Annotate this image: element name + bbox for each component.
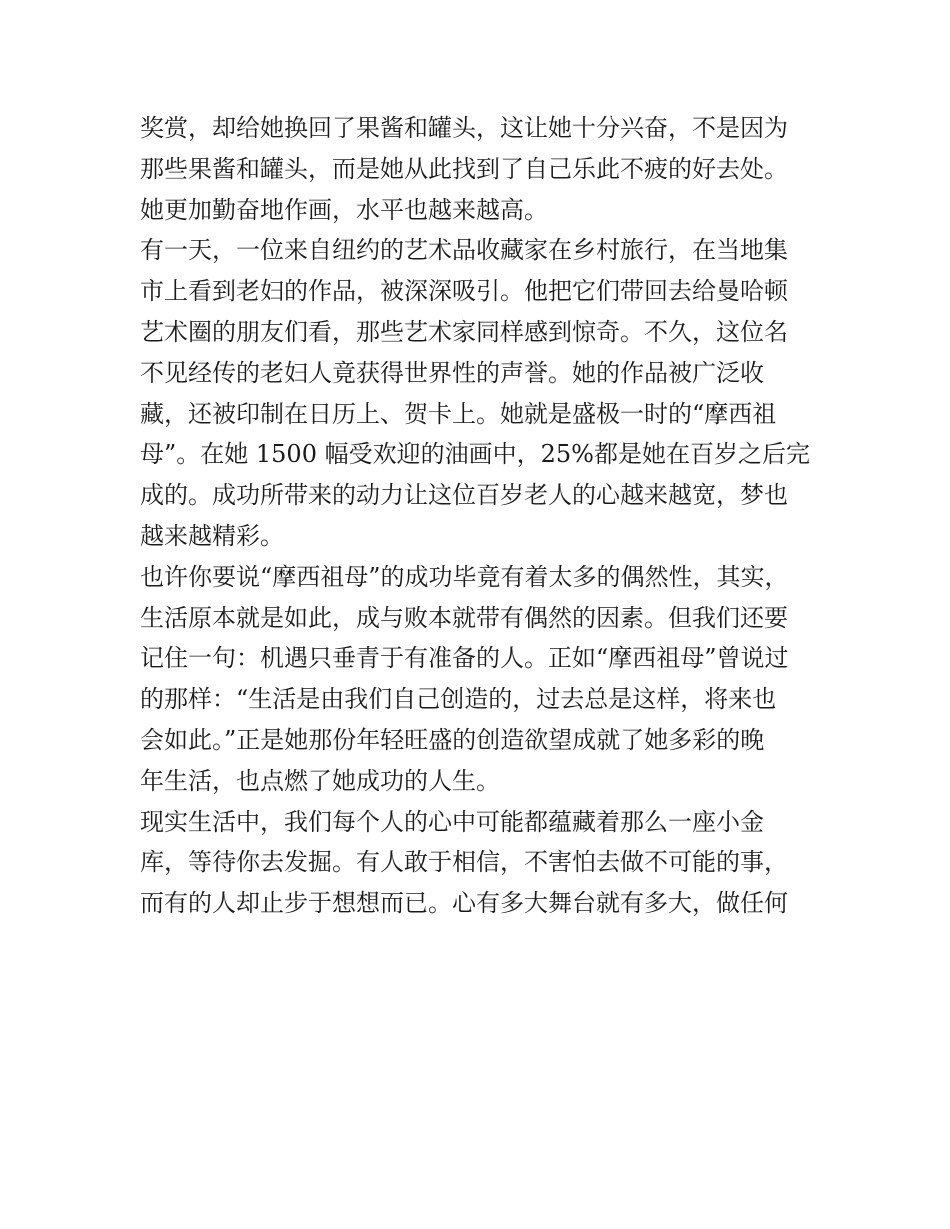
text-line: 的那样：“生活是由我们自己创造的，过去总是这样，将来也 bbox=[140, 685, 777, 714]
text-line: 艺术圈的朋友们看，那些艺术家同样感到惊奇。不久，这位名 bbox=[140, 317, 788, 346]
text-line: 现实生活中，我们每个人的心中可能都蕴藏着那么一座小金 bbox=[140, 807, 764, 836]
text-line: 而有的人却止步于想想而已。心有多大舞台就有多大，做任何 bbox=[140, 889, 788, 918]
paragraph-3 bbox=[140, 557, 830, 802]
text-line: 藏，还被印制在日历上、贺卡上。她就是盛极一时的“摩西祖 bbox=[140, 399, 777, 428]
text-line: 母”。在她 1500 幅受欢迎的油画中，25%都是她在百岁之后完 bbox=[140, 440, 810, 469]
text-line: 库，等待你去发掘。有人敢于相信，不害怕去做不可能的事， bbox=[140, 848, 788, 877]
text-line: 年生活，也点燃了她成功的人生。 bbox=[140, 766, 500, 795]
text-line: 也许你要说“摩西祖母”的成功毕竟有着太多的偶然性，其实， bbox=[140, 562, 789, 591]
text-line: 生活原本就是如此，成与败本就带有偶然的因素。但我们还要 bbox=[140, 603, 788, 632]
paragraph-4 bbox=[140, 802, 830, 924]
text-line: 不见经传的老妇人竟获得世界性的声誉。她的作品被广泛收 bbox=[140, 358, 764, 387]
text-line: 记住一句：机遇只垂青于有准备的人。正如“摩西祖母”曾说过 bbox=[140, 644, 789, 673]
text-line: 成的。成功所带来的动力让这位百岁老人的心越来越宽，梦也 bbox=[140, 481, 788, 510]
text-line: 会如此。”正是她那份年轻旺盛的创造欲望成就了她多彩的晚 bbox=[140, 725, 765, 754]
article-body bbox=[140, 108, 830, 924]
paragraph-1 bbox=[140, 108, 830, 230]
text-line: 市上看到老妇的作品，被深深吸引。他把它们带回去给曼哈顿 bbox=[140, 277, 788, 306]
paragraph-2 bbox=[140, 230, 830, 556]
text-line: 奖赏，却给她换回了果酱和罐头，这让她十分兴奋，不是因为 bbox=[140, 114, 788, 142]
text-line: 她更加勤奋地作画，水平也越来越高。 bbox=[140, 195, 548, 224]
text-line: 那些果酱和罐头，而是她从此找到了自己乐此不疲的好去处。 bbox=[140, 154, 788, 183]
text-line: 越来越精彩。 bbox=[140, 521, 284, 550]
text-line: 有一天，一位来自纽约的艺术品收藏家在乡村旅行，在当地集 bbox=[140, 236, 788, 265]
